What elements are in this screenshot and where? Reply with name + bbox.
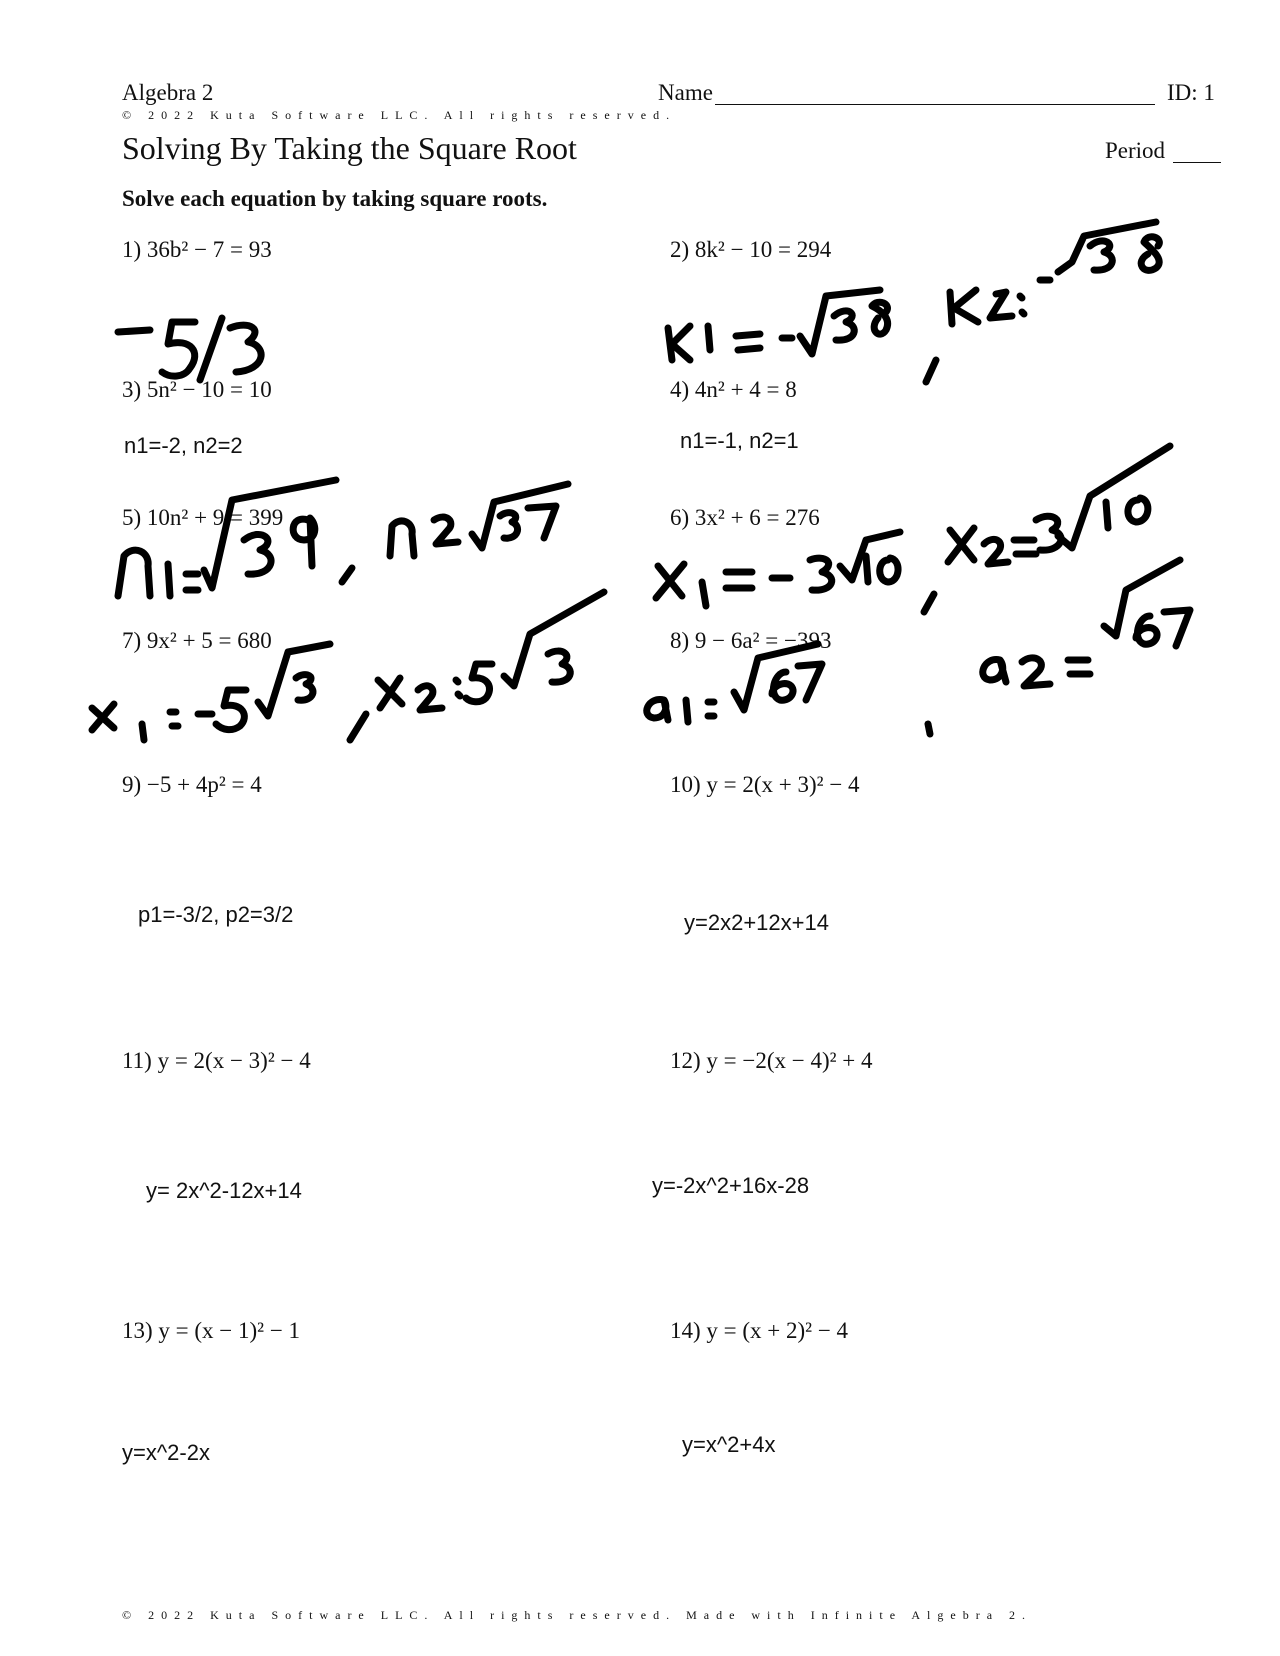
problem-equation: y = 2(x + 3)² − 4 bbox=[706, 772, 860, 797]
problem-number: 6) bbox=[670, 505, 690, 530]
copyright-header: © 2022 Kuta Software LLC. All rights reserved. bbox=[122, 108, 677, 122]
answer-4[interactable]: n1=-1, n2=1 bbox=[680, 428, 799, 453]
period-blank-line[interactable] bbox=[1173, 162, 1221, 163]
problem-8 bbox=[670, 628, 831, 654]
copyright-footer: © 2022 Kuta Software LLC. All rights reserved. Made with Infinite Algebra 2. bbox=[122, 1608, 1033, 1622]
answer-12[interactable]: y=-2x^2+16x-28 bbox=[652, 1173, 810, 1198]
answer-13[interactable]: y=x^2-2x bbox=[122, 1440, 210, 1465]
problem-number: 10) bbox=[670, 772, 701, 797]
problem-equation: 36b² − 7 = 93 bbox=[146, 237, 272, 262]
problem-6 bbox=[670, 505, 820, 531]
problem-14 bbox=[670, 1318, 848, 1344]
problem-12 bbox=[670, 1048, 873, 1074]
problem-number: 12) bbox=[670, 1048, 701, 1073]
problem-number: 13) bbox=[122, 1318, 153, 1343]
problem-number: 1) bbox=[122, 237, 142, 262]
problem-1 bbox=[122, 237, 272, 263]
answer-3[interactable]: n1=-2, n2=2 bbox=[124, 433, 243, 458]
problem-number: 7) bbox=[122, 628, 142, 653]
answer-14[interactable]: y=x^2+4x bbox=[682, 1432, 776, 1457]
problem-number: 14) bbox=[670, 1318, 701, 1343]
problem-equation: y = (x − 1)² − 1 bbox=[158, 1318, 301, 1343]
problem-equation: 8k² − 10 = 294 bbox=[694, 237, 832, 262]
answer-9[interactable]: p1=-3/2, p2=3/2 bbox=[138, 902, 294, 927]
problem-4 bbox=[670, 377, 797, 403]
problem-equation: y = −2(x − 4)² + 4 bbox=[706, 1048, 873, 1073]
problem-equation: y = 2(x − 3)² − 4 bbox=[157, 1048, 311, 1073]
problem-11 bbox=[122, 1048, 311, 1074]
problem-number: 5) bbox=[122, 505, 142, 530]
problem-10 bbox=[670, 772, 860, 798]
worksheet-id: ID: 1 bbox=[1167, 80, 1215, 105]
problem-5 bbox=[122, 505, 283, 531]
worksheet-title: Solving By Taking the Square Root bbox=[122, 130, 577, 166]
period-label: Period bbox=[1105, 138, 1166, 163]
problem-number: 2) bbox=[670, 237, 690, 262]
problem-3 bbox=[122, 377, 272, 403]
answer-10[interactable]: y=2x2+12x+14 bbox=[684, 910, 829, 935]
problem-number: 3) bbox=[122, 377, 142, 402]
handwritten-answer-1 bbox=[118, 318, 261, 380]
answer-11[interactable]: y= 2x^2-12x+14 bbox=[146, 1178, 302, 1203]
problem-number: 8) bbox=[670, 628, 690, 653]
instructions: Solve each equation by taking square roots. bbox=[122, 186, 548, 211]
problem-number: 9) bbox=[122, 772, 142, 797]
handwritten-answer-5 bbox=[118, 480, 568, 596]
problem-equation: 10n² + 9 = 399 bbox=[146, 505, 284, 530]
problem-number: 4) bbox=[670, 377, 690, 402]
problem-equation: 9 − 6a² = −393 bbox=[694, 628, 832, 653]
course-name: Algebra 2 bbox=[122, 80, 214, 105]
problem-9 bbox=[122, 772, 262, 798]
problem-equation: 3x² + 6 = 276 bbox=[694, 505, 820, 530]
problem-equation: 4n² + 4 = 8 bbox=[694, 377, 797, 402]
problem-13 bbox=[122, 1318, 300, 1344]
handwritten-answer-7 bbox=[92, 592, 604, 740]
problem-equation: 5n² − 10 = 10 bbox=[146, 377, 272, 402]
problem-equation: 9x² + 5 = 680 bbox=[146, 628, 272, 653]
problem-equation: y = (x + 2)² − 4 bbox=[706, 1318, 849, 1343]
problem-2 bbox=[670, 237, 831, 263]
name-blank-line[interactable] bbox=[715, 104, 1155, 105]
name-label: Name bbox=[658, 80, 713, 105]
problem-equation: −5 + 4p² = 4 bbox=[146, 772, 262, 797]
problem-number: 11) bbox=[122, 1048, 152, 1073]
problem-7 bbox=[122, 628, 272, 654]
